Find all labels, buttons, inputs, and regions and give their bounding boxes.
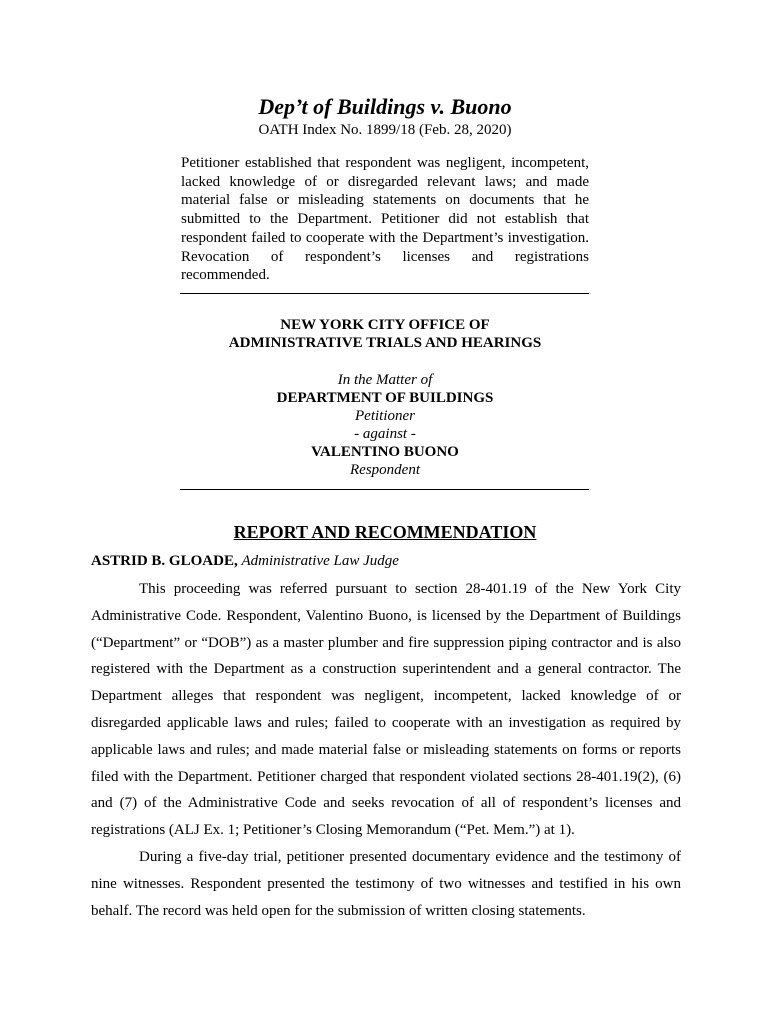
body-paragraph-1: This proceeding was referred pursuant to section 28-401.19 of the New York City Administrative Code. Respondent, Valentino Buono, is licensed by the Department of Buildings (“Department” or “DOB”) as a master plumber and fire suppression piping contractor and is also registered with the Department as a construction superintendent and a general contractor. The Department alleges that respondent was negligent, incompetent, lacked knowledge of or disregarded applicable laws and rules; failed to cooperate with an investigation as required by applicable laws and rules; and made material false or misleading statements on forms or reports filed with the Department. Petitioner charged that respondent violated sections 28-401.19(2), (6) and (7) of the Administrative Code and seeks revocation of all of respondent’s licenses and registrations (ALJ Ex. 1; Petitioner’s Closing Memorandum (“Pet. Mem.”) at 1). (91, 581, 681, 839)
body-paragraph-2: During a five-day trial, petitioner presented documentary evidence and the testimony of nine witnesses. Respondent presented the testimony of two witnesses and testified in his own behalf. The record was held open for the submission of written closing statements. (91, 848, 681, 919)
judge-name: ASTRID B. GLOADE, (91, 553, 238, 569)
report-body (91, 576, 681, 924)
against-label: - against - (354, 426, 416, 442)
report-heading: REPORT AND RECOMMENDATION (233, 522, 537, 542)
case-summary: Petitioner established that respondent was negligent, incompetent, lacked knowledge of or disregarded relevant laws; and made material false or misleading statements on documents that he submitted to the Department. Petitioner did not establish that respondent failed to cooperate with the Department’s investigation. Revocation of respondent’s licenses and registrations recommended. (181, 155, 589, 284)
judge-title: Administrative Law Judge (241, 553, 399, 569)
respondent-name: VALENTINO BUONO (311, 444, 459, 460)
petitioner-role: Petitioner (355, 408, 415, 424)
petitioner-name: DEPARTMENT OF BUILDINGS (276, 390, 494, 406)
office-line-2: ADMINISTRATIVE TRIALS AND HEARINGS (228, 335, 542, 351)
case-caption (0, 371, 770, 479)
index-number: OATH Index No. 1899/18 (Feb. 28, 2020) (258, 122, 512, 138)
office-line-1: NEW YORK CITY OFFICE OF (280, 317, 490, 333)
judge-line (91, 551, 399, 571)
case-title: Dep’t of Buildings v. Buono (258, 94, 512, 119)
respondent-role: Respondent (350, 462, 420, 478)
in-the-matter: In the Matter of (337, 372, 433, 388)
divider-top (180, 293, 589, 294)
office-name (0, 316, 770, 352)
divider-bottom (180, 489, 589, 490)
